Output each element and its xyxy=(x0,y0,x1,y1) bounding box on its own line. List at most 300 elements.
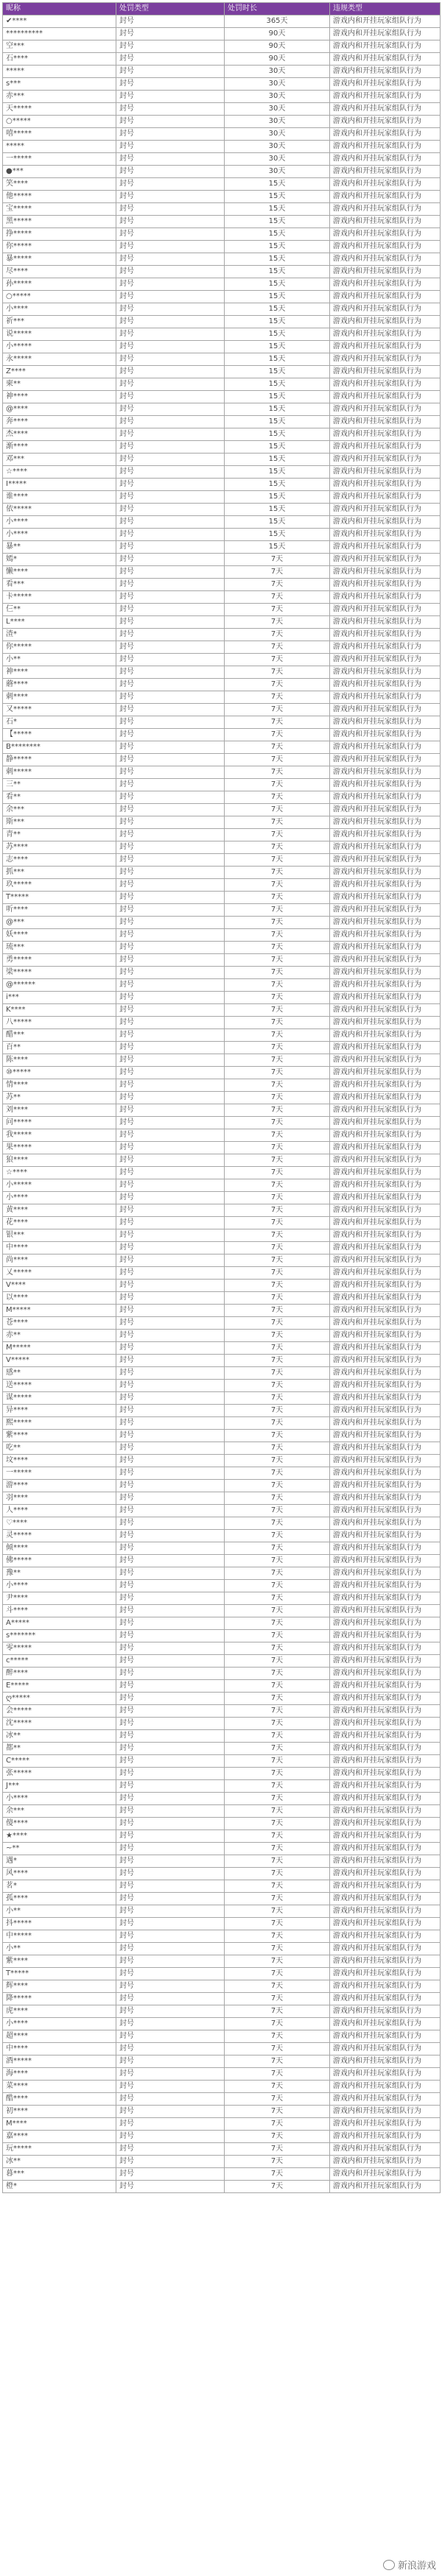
table-row xyxy=(3,716,441,729)
cell-nickname: 蘑**** xyxy=(3,679,116,691)
cell-penalty-duration: 7天 xyxy=(225,929,330,942)
table-row xyxy=(3,566,441,579)
cell-penalty-type: 封号 xyxy=(116,2093,225,2106)
table-row xyxy=(3,2055,441,2068)
cell-penalty-duration: 7天 xyxy=(225,704,330,716)
cell-penalty-duration: 7天 xyxy=(225,1092,330,1104)
cell-nickname: 感** xyxy=(3,1367,116,1380)
cell-nickname: 苏**** xyxy=(3,841,116,854)
cell-nickname: 坟**** xyxy=(3,1455,116,1467)
cell-violation-type: 游戏内和开挂玩家组队行为 xyxy=(330,1818,441,1830)
table-row xyxy=(3,1442,441,1455)
cell-penalty-type: 封号 xyxy=(116,1367,225,1380)
table-row xyxy=(3,854,441,867)
cell-violation-type: 游戏内和开挂玩家组队行为 xyxy=(330,1530,441,1542)
cell-nickname: 志**** xyxy=(3,854,116,867)
cell-penalty-type: 封号 xyxy=(116,829,225,841)
table-row xyxy=(3,466,441,479)
table-row xyxy=(3,1968,441,1980)
cell-penalty-duration: 7天 xyxy=(225,1129,330,1142)
table-row xyxy=(3,641,441,654)
table-row xyxy=(3,428,441,441)
cell-penalty-type: 封号 xyxy=(116,1142,225,1154)
cell-penalty-duration: 7天 xyxy=(225,1054,330,1067)
cell-violation-type: 游戏内和开挂玩家组队行为 xyxy=(330,929,441,942)
cell-violation-type: 游戏内和开挂玩家组队行为 xyxy=(330,1079,441,1092)
cell-violation-type: 游戏内和开挂玩家组队行为 xyxy=(330,241,441,253)
cell-penalty-type: 封号 xyxy=(116,741,225,754)
cell-penalty-type: 封号 xyxy=(116,579,225,591)
cell-nickname: 灵***** xyxy=(3,1530,116,1542)
cell-nickname: 石* xyxy=(3,716,116,729)
table-row xyxy=(3,1567,441,1580)
cell-nickname: 看*** xyxy=(3,579,116,591)
table-row xyxy=(3,128,441,141)
cell-penalty-type: 封号 xyxy=(116,566,225,579)
cell-penalty-duration: 7天 xyxy=(225,1880,330,1893)
header-penalty-type: 处罚类型 xyxy=(116,3,225,15)
table-row xyxy=(3,191,441,203)
cell-penalty-type: 封号 xyxy=(116,791,225,804)
cell-penalty-duration: 15天 xyxy=(225,316,330,328)
cell-penalty-duration: 15天 xyxy=(225,428,330,441)
cell-violation-type: 游戏内和开挂玩家组队行为 xyxy=(330,328,441,341)
cell-penalty-duration: 15天 xyxy=(225,303,330,316)
cell-violation-type: 游戏内和开挂玩家组队行为 xyxy=(330,1192,441,1204)
cell-penalty-duration: 7天 xyxy=(225,1167,330,1179)
cell-penalty-duration: 7天 xyxy=(225,879,330,892)
cell-penalty-duration: 7天 xyxy=(225,1355,330,1367)
table-row xyxy=(3,629,441,641)
cell-nickname: ○***** xyxy=(3,291,116,303)
cell-nickname: 小** xyxy=(3,1943,116,1955)
cell-nickname: 豫** xyxy=(3,1567,116,1580)
table-row xyxy=(3,979,441,992)
cell-nickname: 超**** xyxy=(3,2030,116,2043)
cell-penalty-type: 封号 xyxy=(116,228,225,241)
cell-violation-type: 游戏内和开挂玩家组队行为 xyxy=(330,904,441,917)
cell-violation-type: 游戏内和开挂玩家组队行为 xyxy=(330,1392,441,1405)
watermark-label: 新浪游戏 xyxy=(397,2561,436,2572)
table-row xyxy=(3,954,441,967)
cell-nickname: 醋*** xyxy=(3,1029,116,1042)
table-row xyxy=(3,378,441,391)
cell-violation-type: 游戏内和开挂玩家组队行为 xyxy=(330,1843,441,1855)
cell-penalty-type: 封号 xyxy=(116,303,225,316)
cell-violation-type: 游戏内和开挂玩家组队行为 xyxy=(330,178,441,191)
cell-nickname: ♡**** xyxy=(3,1517,116,1530)
cell-nickname: 琉*** xyxy=(3,942,116,954)
cell-penalty-duration: 15天 xyxy=(225,178,330,191)
table-row xyxy=(3,1367,441,1380)
cell-penalty-duration: 7天 xyxy=(225,566,330,579)
cell-violation-type: 游戏内和开挂玩家组队行为 xyxy=(330,191,441,203)
cell-nickname: 小**** xyxy=(3,1192,116,1204)
cell-penalty-duration: 7天 xyxy=(225,1117,330,1129)
cell-penalty-type: 封号 xyxy=(116,2043,225,2055)
table-row xyxy=(3,1317,441,1330)
cell-penalty-type: 封号 xyxy=(116,1680,225,1693)
table-row xyxy=(3,967,441,979)
cell-penalty-duration: 7天 xyxy=(225,1317,330,1330)
table-row xyxy=(3,2156,441,2168)
cell-penalty-type: 封号 xyxy=(116,1855,225,1868)
cell-violation-type: 游戏内和开挂玩家组队行为 xyxy=(330,441,441,454)
table-row xyxy=(3,1455,441,1467)
cell-violation-type: 游戏内和开挂玩家组队行为 xyxy=(330,766,441,779)
cell-nickname: 暮*** xyxy=(3,2168,116,2181)
cell-penalty-type: 封号 xyxy=(116,153,225,166)
cell-violation-type: 游戏内和开挂玩家组队行为 xyxy=(330,554,441,566)
cell-violation-type: 游戏内和开挂玩家组队行为 xyxy=(330,166,441,178)
cell-penalty-type: 封号 xyxy=(116,1492,225,1505)
cell-penalty-type: 封号 xyxy=(116,1943,225,1955)
cell-nickname: M**** xyxy=(3,2118,116,2131)
cell-penalty-duration: 15天 xyxy=(225,504,330,516)
table-row xyxy=(3,2181,441,2193)
cell-violation-type: 游戏内和开挂玩家组队行为 xyxy=(330,579,441,591)
cell-nickname: @****** xyxy=(3,979,116,992)
cell-nickname: A***** xyxy=(3,1617,116,1630)
table-row xyxy=(3,1342,441,1355)
cell-nickname: 辉**** xyxy=(3,1980,116,1993)
cell-nickname: 异**** xyxy=(3,1405,116,1417)
cell-penalty-duration: 7天 xyxy=(225,1017,330,1029)
cell-violation-type: 游戏内和开挂玩家组队行为 xyxy=(330,1855,441,1868)
cell-penalty-type: 封号 xyxy=(116,654,225,666)
cell-nickname: 祈*** xyxy=(3,316,116,328)
cell-nickname: 奔**** xyxy=(3,416,116,428)
cell-nickname: 小**** xyxy=(3,1580,116,1592)
cell-penalty-duration: 7天 xyxy=(225,1542,330,1555)
cell-penalty-duration: 7天 xyxy=(225,2106,330,2118)
cell-violation-type: 游戏内和开挂玩家组队行为 xyxy=(330,854,441,867)
cell-penalty-type: 封号 xyxy=(116,253,225,266)
table-row xyxy=(3,1104,441,1117)
cell-violation-type: 游戏内和开挂玩家组队行为 xyxy=(330,516,441,529)
cell-violation-type: 游戏内和开挂玩家组队行为 xyxy=(330,1793,441,1805)
cell-violation-type: 游戏内和开挂玩家组队行为 xyxy=(330,2043,441,2055)
cell-violation-type: 游戏内和开挂玩家组队行为 xyxy=(330,1255,441,1267)
table-row xyxy=(3,216,441,228)
table-row xyxy=(3,516,441,529)
cell-penalty-type: 封号 xyxy=(116,1630,225,1642)
cell-nickname: 青** xyxy=(3,829,116,841)
table-row xyxy=(3,816,441,829)
cell-nickname: 挣***** xyxy=(3,228,116,241)
table-row xyxy=(3,754,441,766)
cell-penalty-type: 封号 xyxy=(116,103,225,116)
cell-penalty-type: 封号 xyxy=(116,541,225,554)
table-row xyxy=(3,116,441,128)
cell-penalty-duration: 7天 xyxy=(225,2068,330,2081)
table-row xyxy=(3,303,441,316)
cell-penalty-duration: 7天 xyxy=(225,1743,330,1755)
cell-penalty-type: 封号 xyxy=(116,629,225,641)
cell-penalty-duration: 7天 xyxy=(225,1292,330,1305)
cell-violation-type: 游戏内和开挂玩家组队行为 xyxy=(330,1405,441,1417)
cell-penalty-type: 封号 xyxy=(116,1567,225,1580)
cell-violation-type: 游戏内和开挂玩家组队行为 xyxy=(330,641,441,654)
cell-penalty-type: 封号 xyxy=(116,1029,225,1042)
table-row xyxy=(3,1630,441,1642)
table-row xyxy=(3,1492,441,1505)
cell-nickname: 熙***** xyxy=(3,1417,116,1430)
table-row xyxy=(3,1880,441,1893)
cell-violation-type: 游戏内和开挂玩家组队行为 xyxy=(330,1580,441,1592)
cell-violation-type: 游戏内和开挂玩家组队行为 xyxy=(330,341,441,353)
cell-nickname: 黄**** xyxy=(3,1204,116,1217)
cell-penalty-type: 封号 xyxy=(116,879,225,892)
cell-penalty-type: 封号 xyxy=(116,1542,225,1555)
header-nickname: 昵称 xyxy=(3,3,116,15)
table-row xyxy=(3,1029,441,1042)
table-row xyxy=(3,1743,441,1755)
cell-violation-type: 游戏内和开挂玩家组队行为 xyxy=(330,1930,441,1943)
cell-violation-type: 游戏内和开挂玩家组队行为 xyxy=(330,253,441,266)
cell-penalty-type: 封号 xyxy=(116,917,225,929)
cell-violation-type: 游戏内和开挂玩家组队行为 xyxy=(330,1104,441,1117)
table-row xyxy=(3,1079,441,1092)
cell-violation-type: 游戏内和开挂玩家组队行为 xyxy=(330,992,441,1004)
cell-penalty-duration: 7天 xyxy=(225,1943,330,1955)
cell-violation-type: 游戏内和开挂玩家组队行为 xyxy=(330,1655,441,1668)
cell-violation-type: 游戏内和开挂玩家组队行为 xyxy=(330,2118,441,2131)
cell-violation-type: 游戏内和开挂玩家组队行为 xyxy=(330,1217,441,1229)
table-row xyxy=(3,1780,441,1793)
table-row xyxy=(3,1067,441,1079)
cell-violation-type: 游戏内和开挂玩家组队行为 xyxy=(330,353,441,366)
cell-penalty-type: 封号 xyxy=(116,1530,225,1542)
cell-violation-type: 游戏内和开挂玩家组队行为 xyxy=(330,1142,441,1154)
table-row xyxy=(3,1330,441,1342)
cell-penalty-type: 封号 xyxy=(116,1204,225,1217)
cell-nickname: ***** xyxy=(3,141,116,153)
cell-penalty-duration: 15天 xyxy=(225,241,330,253)
cell-penalty-type: 封号 xyxy=(116,378,225,391)
cell-violation-type: 游戏内和开挂玩家组队行为 xyxy=(330,2131,441,2143)
cell-penalty-type: 封号 xyxy=(116,78,225,91)
cell-nickname: 傻**** xyxy=(3,1818,116,1830)
table-row xyxy=(3,1042,441,1054)
cell-violation-type: 游戏内和开挂玩家组队行为 xyxy=(330,729,441,741)
cell-violation-type: 游戏内和开挂玩家组队行为 xyxy=(330,2093,441,2106)
cell-nickname: 问***** xyxy=(3,1117,116,1129)
cell-nickname: 暴** xyxy=(3,541,116,554)
cell-penalty-type: 封号 xyxy=(116,1330,225,1342)
cell-violation-type: 游戏内和开挂玩家组队行为 xyxy=(330,403,441,416)
cell-penalty-type: 封号 xyxy=(116,1818,225,1830)
table-row xyxy=(3,353,441,366)
cell-penalty-duration: 7天 xyxy=(225,854,330,867)
cell-violation-type: 游戏内和开挂玩家组队行为 xyxy=(330,1242,441,1255)
cell-nickname: ⑩***** xyxy=(3,1067,116,1079)
cell-violation-type: 游戏内和开挂玩家组队行为 xyxy=(330,779,441,791)
cell-penalty-duration: 15天 xyxy=(225,203,330,216)
cell-penalty-duration: 15天 xyxy=(225,441,330,454)
cell-penalty-type: 封号 xyxy=(116,1980,225,1993)
cell-penalty-type: 封号 xyxy=(116,391,225,403)
cell-nickname: 小** xyxy=(3,1905,116,1918)
table-row xyxy=(3,1843,441,1855)
cell-nickname: 空*** xyxy=(3,40,116,53)
cell-nickname: 菜**** xyxy=(3,2081,116,2093)
cell-nickname: 他***** xyxy=(3,191,116,203)
cell-violation-type: 游戏内和开挂玩家组队行为 xyxy=(330,1305,441,1317)
cell-nickname: 初**** xyxy=(3,2106,116,2118)
cell-penalty-type: 封号 xyxy=(116,1843,225,1855)
cell-nickname: 小**** xyxy=(3,529,116,541)
cell-penalty-duration: 7天 xyxy=(225,1680,330,1693)
cell-penalty-type: 封号 xyxy=(116,466,225,479)
table-row xyxy=(3,2143,441,2156)
cell-penalty-duration: 7天 xyxy=(225,604,330,616)
cell-nickname: ***** xyxy=(3,66,116,78)
cell-nickname: c***** xyxy=(3,1655,116,1668)
cell-penalty-duration: 30天 xyxy=(225,116,330,128)
table-row xyxy=(3,166,441,178)
table-row xyxy=(3,1467,441,1480)
cell-nickname: 小**** xyxy=(3,2018,116,2030)
cell-penalty-duration: 7天 xyxy=(225,2081,330,2093)
cell-violation-type: 游戏内和开挂玩家组队行为 xyxy=(330,1330,441,1342)
cell-violation-type: 游戏内和开挂玩家组队行为 xyxy=(330,967,441,979)
cell-penalty-type: 封号 xyxy=(116,128,225,141)
cell-nickname: 石**** xyxy=(3,53,116,66)
cell-penalty-duration: 7天 xyxy=(225,942,330,954)
cell-nickname: 又***** xyxy=(3,704,116,716)
table-row xyxy=(3,1705,441,1718)
cell-violation-type: 游戏内和开挂玩家组队行为 xyxy=(330,2106,441,2118)
cell-violation-type: 游戏内和开挂玩家组队行为 xyxy=(330,1768,441,1780)
cell-penalty-duration: 7天 xyxy=(225,1104,330,1117)
cell-violation-type: 游戏内和开挂玩家组队行为 xyxy=(330,1955,441,1968)
cell-violation-type: 游戏内和开挂玩家组队行为 xyxy=(330,1542,441,1555)
cell-nickname: B******** xyxy=(3,741,116,754)
table-row xyxy=(3,1004,441,1017)
cell-nickname: 八***** xyxy=(3,1017,116,1029)
cell-penalty-duration: 7天 xyxy=(225,1642,330,1655)
cell-penalty-type: 封号 xyxy=(116,341,225,353)
table-row xyxy=(3,1943,441,1955)
table-row xyxy=(3,541,441,554)
cell-violation-type: 游戏内和开挂玩家组队行为 xyxy=(330,1467,441,1480)
table-row xyxy=(3,2030,441,2043)
cell-nickname: T***** xyxy=(3,892,116,904)
cell-penalty-type: 封号 xyxy=(116,854,225,867)
cell-penalty-type: 封号 xyxy=(116,1580,225,1592)
cell-nickname: 静***** xyxy=(3,754,116,766)
table-row xyxy=(3,153,441,166)
cell-penalty-type: 封号 xyxy=(116,766,225,779)
cell-penalty-type: 封号 xyxy=(116,1292,225,1305)
cell-penalty-type: 封号 xyxy=(116,591,225,604)
cell-penalty-duration: 15天 xyxy=(225,479,330,491)
table-row xyxy=(3,403,441,416)
cell-nickname: ღ***** xyxy=(3,1693,116,1705)
cell-penalty-duration: 7天 xyxy=(225,2018,330,2030)
cell-nickname: 小***** xyxy=(3,341,116,353)
cell-nickname: ☆**** xyxy=(3,466,116,479)
cell-penalty-duration: 7天 xyxy=(225,1830,330,1843)
cell-nickname: 永***** xyxy=(3,353,116,366)
cell-penalty-duration: 7天 xyxy=(225,629,330,641)
cell-penalty-type: 封号 xyxy=(116,403,225,416)
cell-violation-type: 游戏内和开挂玩家组队行为 xyxy=(330,1417,441,1430)
table-row xyxy=(3,654,441,666)
cell-penalty-duration: 15天 xyxy=(225,228,330,241)
table-row xyxy=(3,441,441,454)
cell-nickname: 杰**** xyxy=(3,428,116,441)
cell-violation-type: 游戏内和开挂玩家组队行为 xyxy=(330,479,441,491)
cell-penalty-type: 封号 xyxy=(116,2156,225,2168)
cell-penalty-type: 封号 xyxy=(116,1042,225,1054)
cell-nickname: 中***** xyxy=(3,1930,116,1943)
table-row xyxy=(3,2068,441,2081)
cell-penalty-duration: 7天 xyxy=(225,716,330,729)
table-row xyxy=(3,1893,441,1905)
cell-violation-type: 游戏内和开挂玩家组队行为 xyxy=(330,303,441,316)
table-row xyxy=(3,554,441,566)
table-row xyxy=(3,40,441,53)
table-row xyxy=(3,2043,441,2055)
table-row xyxy=(3,791,441,804)
table-row xyxy=(3,228,441,241)
cell-penalty-duration: 7天 xyxy=(225,1042,330,1054)
cell-penalty-type: 封号 xyxy=(116,1092,225,1104)
cell-penalty-duration: 7天 xyxy=(225,1242,330,1255)
cell-violation-type: 游戏内和开挂玩家组队行为 xyxy=(330,804,441,816)
cell-penalty-type: 封号 xyxy=(116,1993,225,2005)
cell-violation-type: 游戏内和开挂玩家组队行为 xyxy=(330,2143,441,2156)
cell-penalty-duration: 7天 xyxy=(225,1467,330,1480)
cell-nickname: 【***** xyxy=(3,729,116,741)
cell-penalty-type: 封号 xyxy=(116,516,225,529)
cell-violation-type: 游戏内和开挂玩家组队行为 xyxy=(330,979,441,992)
cell-penalty-type: 封号 xyxy=(116,141,225,153)
cell-violation-type: 游戏内和开挂玩家组队行为 xyxy=(330,1017,441,1029)
table-row xyxy=(3,103,441,116)
cell-violation-type: 游戏内和开挂玩家组队行为 xyxy=(330,1693,441,1705)
cell-penalty-type: 封号 xyxy=(116,441,225,454)
cell-penalty-duration: 7天 xyxy=(225,816,330,829)
cell-penalty-type: 封号 xyxy=(116,1417,225,1430)
cell-violation-type: 游戏内和开挂玩家组队行为 xyxy=(330,754,441,766)
penalty-list-container xyxy=(2,2,440,2193)
cell-violation-type: 游戏内和开挂玩家组队行为 xyxy=(330,704,441,716)
cell-penalty-type: 封号 xyxy=(116,1592,225,1605)
cell-nickname: ✔**** xyxy=(3,15,116,28)
cell-penalty-duration: 30天 xyxy=(225,128,330,141)
cell-penalty-type: 封号 xyxy=(116,1693,225,1705)
cell-nickname: 说***** xyxy=(3,328,116,341)
cell-violation-type: 游戏内和开挂玩家组队行为 xyxy=(330,416,441,428)
cell-violation-type: 游戏内和开挂玩家组队行为 xyxy=(330,1868,441,1880)
cell-penalty-duration: 7天 xyxy=(225,1818,330,1830)
table-row xyxy=(3,1517,441,1530)
table-row xyxy=(3,1242,441,1255)
cell-penalty-duration: 7天 xyxy=(225,2143,330,2156)
cell-penalty-type: 封号 xyxy=(116,178,225,191)
cell-penalty-type: 封号 xyxy=(116,604,225,616)
cell-nickname: 花**** xyxy=(3,1217,116,1229)
cell-penalty-duration: 7天 xyxy=(225,1142,330,1154)
cell-penalty-type: 封号 xyxy=(116,1705,225,1718)
cell-penalty-type: 封号 xyxy=(116,353,225,366)
table-row xyxy=(3,2106,441,2118)
cell-nickname: 卡***** xyxy=(3,591,116,604)
cell-penalty-duration: 7天 xyxy=(225,654,330,666)
